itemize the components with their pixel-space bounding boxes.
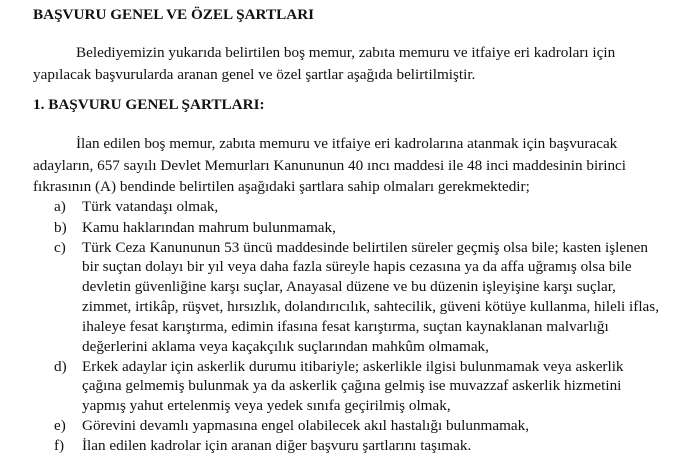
- item-c-line-1: Türk Ceza Kanununun 53 üncü maddesinde belirtilen süreler geçmiş olsa bile; kasten işlenen: [82, 239, 648, 256]
- paragraph-line-2: [33, 158, 666, 173]
- item-a-text: Türk vatandaşı olmak,: [82, 198, 219, 215]
- item-b-marker: b): [54, 219, 67, 236]
- item-d-line-2: çağına gelmemiş bulunmak ya da askerlik çağına gelmiş ise muvazzaf askerlik hizmetini: [82, 377, 622, 394]
- item-d-marker: d): [54, 358, 67, 375]
- paragraph-line-2-text: adayların, 657 sayılı Devlet Memurları Kanununun 40 ıncı maddesi ile 48 inci maddesinin birinci: [33, 157, 627, 174]
- item-e-text: Görevini devamlı yapmasına engel olabilecek akıl hastalığı bulunmamak,: [82, 417, 530, 434]
- item-d-line-3: yapmış yahut ertelenmiş veya yedek sınıfa geçirilmiş olmak,: [82, 397, 451, 414]
- item-d-line-1: Erkek adaylar için askerlik durumu itibariyle; askerlikle ilgisi bulunmamak veya askerlik: [82, 358, 624, 375]
- paragraph-line-1: [76, 136, 666, 151]
- item-c-line-3: devletin güvenliğine karşı suçlar, Anayasal düzene ve bu düzenin işleyişine karşı suçlar,: [82, 278, 616, 295]
- item-c-line-2: bir suçtan dolayı bir yıl veya daha fazla süreyle hapis cezasına ya da affa uğramış olsa bile: [82, 258, 632, 275]
- intro-line-2: yapılacak başvurularda aranan genel ve özel şartlar aşağıda belirtilmiştir.: [33, 66, 476, 83]
- paragraph-line-3: fıkrasının (A) bendinde belirtilen aşağıdaki şartlara sahip olmaları gerekmektedir;: [33, 178, 530, 195]
- item-c-marker: c): [54, 239, 66, 256]
- item-f-text: İlan edilen kadrolar için aranan diğer başvuru şartlarını taşımak.: [82, 437, 472, 454]
- item-c-line-5: ihaleye fesat karıştırma, edimin ifasına fesat karıştırma, suçtan kaynaklanan malvarlığı: [82, 318, 609, 335]
- item-c-line-6: değerlerini aklama veya kaçakçılık suçlarından mahkûm olmamak,: [82, 338, 489, 355]
- item-c-line-4: zimmet, irtikâp, rüşvet, hırsızlık, dolandırıcılık, sahtecilik, güveni kötüye kullanma, hileli iflas,: [82, 298, 659, 315]
- item-a-marker: a): [54, 198, 66, 215]
- intro-line-1: Belediyemizin yukarıda belirtilen boş memur, zabıta memuru ve itfaiye eri kadroları için: [76, 44, 616, 61]
- item-e-marker: e): [54, 417, 66, 434]
- item-f-marker: f): [54, 437, 65, 454]
- document-heading: BAŞVURU GENEL VE ÖZEL ŞARTLARI: [33, 6, 315, 23]
- paragraph-line-1-text: İlan edilen boş memur, zabıta memuru ve itfaiye eri kadrolarına atanmak için başvuracak: [76, 135, 618, 152]
- section-1-title: 1. BAŞVURU GENEL ŞARTLARI:: [33, 96, 265, 113]
- item-b-text: Kamu haklarından mahrum bulunmamak,: [82, 219, 336, 236]
